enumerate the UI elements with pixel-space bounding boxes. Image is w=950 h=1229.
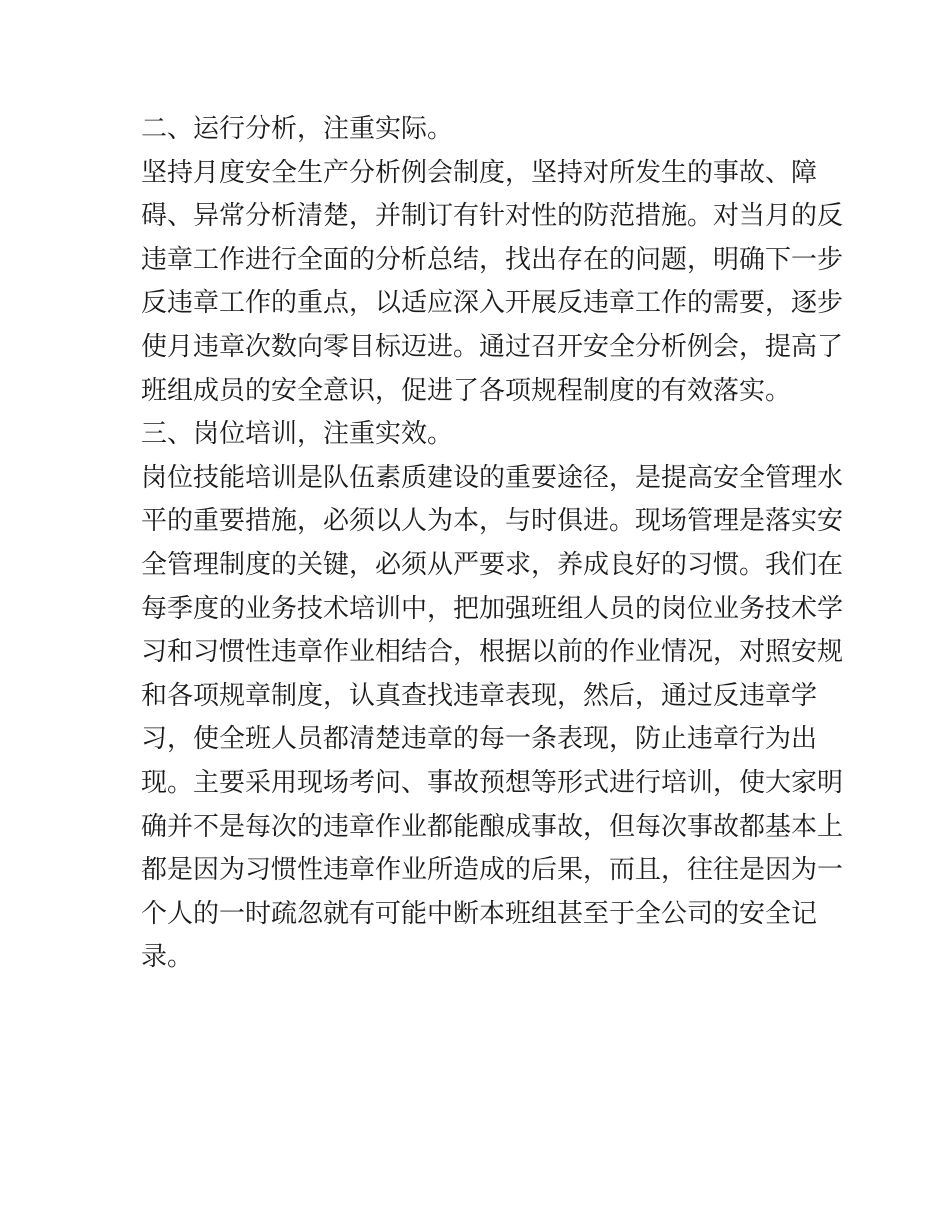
- paragraph-line: 都是因为习惯性违章作业所造成的后果，而且，往往是因为一: [141, 855, 844, 886]
- paragraph-line: 录。: [141, 942, 194, 973]
- paragraph-line: 习和习惯性违章作业相结合，根据以前的作业情况，对照安规: [141, 637, 844, 668]
- paragraph-line: 违章工作进行全面的分析总结，找出存在的问题，明确下一步: [141, 244, 844, 275]
- section-heading-operation-analysis: 二、运行分析，注重实际。: [141, 114, 454, 144]
- paragraph-line: 全管理制度的关键，必须从严要求，养成良好的习惯。我们在: [141, 549, 844, 580]
- document-body: [141, 108, 844, 980]
- paragraph-line: 习，使全班人员都清楚违章的每一条表现，防止违章行为出: [141, 724, 818, 755]
- paragraph-line: 每季度的业务技术培训中，把加强班组人员的岗位业务技术学: [141, 593, 844, 624]
- paragraph-line: 现。主要采用现场考问、事故预想等形式进行培训，使大家明: [141, 767, 844, 798]
- paragraph-line: 碍、异常分析清楚，并制订有针对性的防范措施。对当月的反: [141, 201, 844, 232]
- paragraph-line: 岗位技能培训是队伍素质建设的重要途径，是提高安全管理水: [141, 462, 844, 493]
- paragraph-line: 平的重要措施，必须以人为本，与时俱进。现场管理是落实安: [141, 506, 844, 537]
- paragraph-line: 确并不是每次的违章作业都能酿成事故，但每次事故都基本上: [141, 811, 844, 842]
- paragraph-line: 坚持月度安全生产分析例会制度，坚持对所发生的事故、障: [141, 157, 818, 188]
- paragraph-line: 个人的一时疏忽就有可能中断本班组甚至于全公司的安全记: [141, 898, 818, 929]
- paragraph-line: 班组成员的安全意识，促进了各项规程制度的有效落实。: [141, 375, 792, 406]
- section-heading-job-training: 三、岗位培训，注重实效。: [141, 419, 454, 450]
- paragraph-line: 反违章工作的重点，以适应深入开展反违章工作的需要，逐步: [141, 288, 844, 319]
- paragraph-line: 和各项规章制度，认真查找违章表现，然后，通过反违章学: [141, 680, 818, 711]
- paragraph-line: 使月违章次数向零目标迈进。通过召开安全分析例会，提高了: [141, 331, 844, 362]
